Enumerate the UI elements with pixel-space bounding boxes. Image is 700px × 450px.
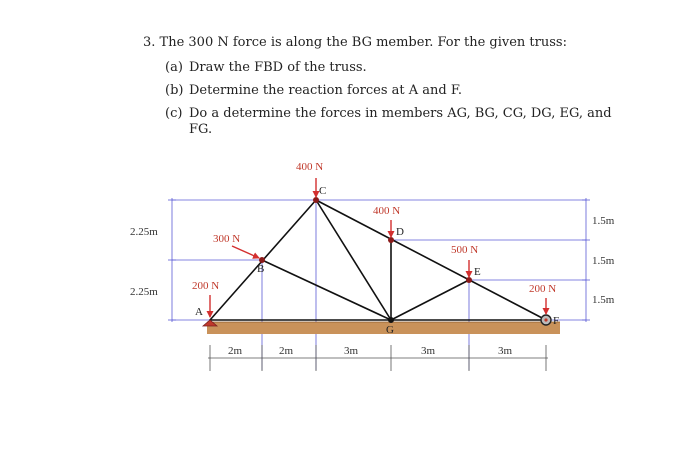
load-arrows: [210, 178, 546, 317]
node-label-b: B: [257, 263, 265, 275]
part-b-text: Determine the reaction forces at A and F.: [189, 83, 462, 98]
load-label-e: 500 N: [451, 244, 479, 256]
node-label-f: F: [553, 315, 560, 327]
node-label-d: D: [396, 226, 404, 238]
load-label-c: 400 N: [296, 161, 324, 173]
joint-c: [313, 197, 319, 203]
height-label-right-3: 1.5m: [592, 294, 615, 306]
part-b-label: (b): [165, 83, 184, 98]
part-c-text: Do a determine the forces in members AG, BG, CG, DG, EG, and FG.: [189, 106, 612, 137]
joints: [259, 197, 472, 323]
joint-e: [466, 277, 472, 283]
node-label-a: A: [195, 306, 203, 318]
span-label-2: 2m: [279, 345, 294, 357]
member-eg: [391, 280, 469, 320]
node-label-g: G: [386, 324, 394, 336]
height-label-left-lower: 2.25m: [130, 286, 158, 298]
span-label-4: 3m: [421, 345, 436, 357]
joint-g: [388, 317, 394, 323]
ground-base: [207, 322, 560, 334]
roller-support-f-center: [544, 318, 547, 321]
span-label-3: 3m: [344, 345, 359, 357]
load-label-d: 400 N: [373, 205, 401, 217]
part-a-text: Draw the FBD of the truss.: [189, 60, 367, 75]
height-label-left-upper: 2.25m: [130, 226, 158, 238]
part-a-label: (a): [165, 60, 183, 75]
height-label-right-2: 1.5m: [592, 255, 615, 267]
height-label-right-1: 1.5m: [592, 215, 615, 227]
load-arrow-b: [232, 246, 259, 258]
joint-d: [388, 237, 394, 243]
node-label-c: C: [319, 185, 327, 197]
statement-text: The 300 N force is along the BG member. For the given truss:: [159, 35, 567, 50]
load-label-b: 300 N: [213, 233, 241, 245]
load-label-a: 200 N: [192, 280, 220, 292]
part-c-label: (c): [165, 106, 183, 121]
problem-number: 3.: [143, 35, 156, 50]
node-label-e: E: [474, 266, 481, 278]
span-label-5: 3m: [498, 345, 513, 357]
load-label-f: 200 N: [529, 283, 557, 295]
span-label-1: 2m: [228, 345, 243, 357]
